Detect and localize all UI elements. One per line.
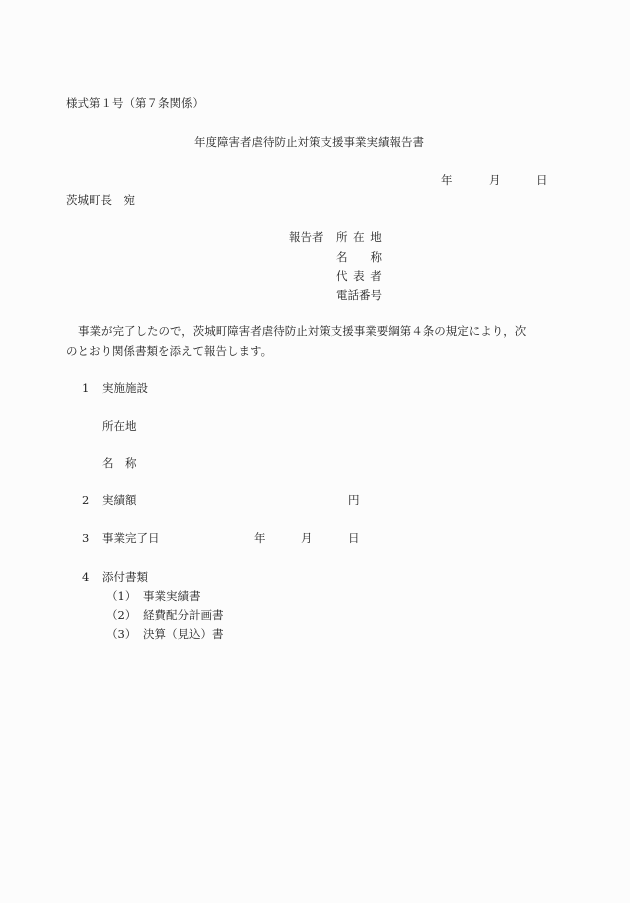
reporter-field-representative: 代 表 者: [336, 269, 383, 283]
attachment-1-number: （1）: [106, 589, 137, 603]
section-2-yen-unit: 円: [348, 493, 360, 507]
attachment-3-label: 決算（見込）書: [143, 627, 224, 641]
reporter-field-name: 名 称: [336, 250, 382, 264]
section-3-label: 事業完了日: [102, 531, 160, 545]
reporter-label: 報告者: [289, 230, 324, 244]
attachment-2-label: 経費配分計画書: [143, 608, 224, 622]
section-1-name-label: 名 称: [102, 456, 137, 470]
section-3-month-label: 月: [301, 531, 313, 545]
section-4-label: 添付書類: [102, 570, 148, 584]
section-1-label: 実施施設: [102, 381, 148, 395]
attachment-2-number: （2）: [106, 608, 137, 622]
date-year-label: 年: [441, 173, 453, 187]
section-2-label: 実績額: [102, 493, 137, 507]
section-2-number: 2: [82, 493, 90, 507]
date-month-label: 月: [489, 173, 501, 187]
section-3-year-label: 年: [254, 531, 266, 545]
attachment-3-number: （3）: [106, 627, 137, 641]
date-day-label: 日: [536, 173, 548, 187]
section-3-number: 3: [82, 531, 90, 545]
section-1-number: 1: [82, 381, 90, 395]
body-line-1: 事業が完了したので，茨城町障害者虐待防止対策支援事業要綱第４条の規定により，次: [78, 324, 527, 338]
section-3-day-label: 日: [348, 531, 360, 545]
form-number: 様式第１号（第７条関係）: [66, 96, 204, 110]
section-4-number: 4: [82, 570, 90, 584]
document-title: 年度障害者虐待防止対策支援事業実績報告書: [194, 135, 424, 149]
reporter-field-address: 所 在 地: [336, 230, 383, 244]
addressee: 茨城町長 宛: [66, 193, 135, 207]
body-line-2: のとおり関係書類を添えて報告します。: [66, 344, 273, 358]
attachment-1-label: 事業実績書: [143, 589, 201, 603]
section-1-address-label: 所在地: [102, 419, 137, 433]
reporter-field-phone: 電話番号: [336, 288, 382, 302]
